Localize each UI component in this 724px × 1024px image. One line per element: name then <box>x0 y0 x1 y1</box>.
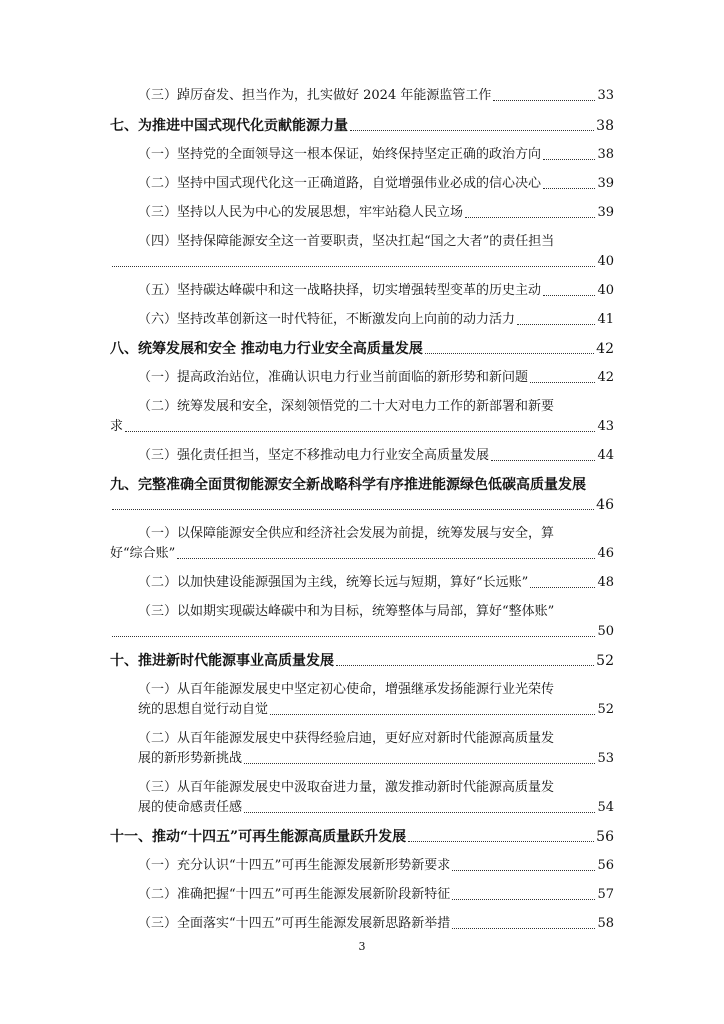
toc-entry-title: （五）坚持碳达峰碳中和这一战略抉择，切实增强转型变革的历史主动 <box>138 283 542 298</box>
toc-entry-title: （三）从百年能源发展史中汲取奋进力量，激发推动新时代能源高质量发 <box>138 780 555 795</box>
toc-entry-page: 39 <box>597 176 614 191</box>
toc-entry-page: 40 <box>597 254 614 269</box>
leader-dots <box>530 587 595 588</box>
leader-dots <box>543 295 595 296</box>
toc-entry[interactable] <box>110 602 614 642</box>
toc-entry[interactable] <box>110 203 614 223</box>
toc-entry-title: 十、推进新时代能源事业高质量发展 <box>110 653 334 669</box>
toc-entry[interactable] <box>110 368 614 388</box>
toc-entry-page: 38 <box>596 118 614 134</box>
toc-entry[interactable] <box>110 339 614 359</box>
leader-dots <box>543 159 595 160</box>
toc-entry[interactable] <box>110 174 614 194</box>
toc-entry-title-cont: 好“综合账” <box>110 546 176 561</box>
toc-entry-page: 58 <box>597 916 614 931</box>
toc-entry-page: 50 <box>597 624 614 639</box>
toc-entry-page: 48 <box>597 575 614 590</box>
toc-entry-page: 54 <box>597 800 614 815</box>
toc-entry-page: 38 <box>597 147 614 162</box>
toc-entry-page: 53 <box>597 751 614 766</box>
leader-dots <box>336 665 594 666</box>
leader-dots <box>452 870 595 871</box>
toc-entry[interactable] <box>110 573 614 593</box>
leader-dots <box>112 636 595 637</box>
toc-entry[interactable] <box>110 885 614 905</box>
leader-dots <box>408 841 594 842</box>
toc-entry-title: 九、完整准确全面贯彻能源安全新战略科学有序推进能源绿色低碳高质量发展 <box>110 477 586 493</box>
toc-entry-title: （四）坚持保障能源安全这一首要职责，坚决扛起“国之大者”的责任担当 <box>138 234 555 249</box>
toc-entry-title-cont: 统的思想自觉行动自觉 <box>138 702 269 717</box>
toc-entry-page: 39 <box>597 205 614 220</box>
table-of-contents <box>110 86 614 934</box>
leader-dots <box>125 431 595 432</box>
toc-entry[interactable] <box>110 397 614 437</box>
toc-entry-page: 52 <box>597 702 614 717</box>
toc-entry-title: 八、统筹发展和安全 推动电力行业安全高质量发展 <box>110 341 423 357</box>
toc-entry-title: （一）提高政治站位，准确认识电力行业当前面临的新形势和新问题 <box>138 370 529 385</box>
toc-entry-title: （二）从百年能源发展史中获得经验启迪，更好应对新时代能源高质量发 <box>138 731 555 746</box>
toc-entry[interactable] <box>110 680 614 720</box>
toc-entry-title: （六）坚持改革创新这一时代特征，不断激发向上向前的动力活力 <box>138 312 516 327</box>
toc-entry-title: 十一、推动“十四五”可再生能源高质量跃升发展 <box>110 829 407 845</box>
leader-dots <box>493 100 595 101</box>
toc-entry-title: （一）从百年能源发展史中坚定初心使命，增强继承发扬能源行业光荣传 <box>138 682 555 697</box>
toc-entry[interactable] <box>110 145 614 165</box>
leader-dots <box>350 130 594 131</box>
toc-entry-title-cont: 展的使命感责任感 <box>138 800 243 815</box>
toc-entry-page: 52 <box>596 653 614 669</box>
toc-entry-page: 41 <box>597 312 614 327</box>
toc-entry[interactable] <box>110 310 614 330</box>
leader-dots <box>425 353 594 354</box>
toc-entry-title-cont: 求 <box>110 419 124 434</box>
toc-entry[interactable] <box>110 651 614 671</box>
toc-entry-title: （一）坚持党的全面领导这一根本保证，始终保持坚定正确的政治方向 <box>138 147 542 162</box>
toc-entry-title: （三）踔厉奋发、担当作为，扎实做好 2024 年能源监管工作 <box>138 88 492 103</box>
leader-dots <box>543 188 595 189</box>
toc-entry-page: 44 <box>597 448 614 463</box>
toc-entry-page: 42 <box>596 341 614 357</box>
toc-entry[interactable] <box>110 86 614 106</box>
toc-entry[interactable] <box>110 446 614 466</box>
toc-entry-title-cont: 展的新形势新挑战 <box>138 751 243 766</box>
leader-dots <box>517 324 595 325</box>
toc-entry-title: （三）强化责任担当，坚定不移推动电力行业安全高质量发展 <box>138 448 490 463</box>
toc-entry-title: （二）坚持中国式现代化这一正确道路，自觉增强伟业必成的信心决心 <box>138 176 542 191</box>
leader-dots <box>244 812 595 813</box>
toc-entry[interactable] <box>110 729 614 769</box>
toc-entry-page: 46 <box>596 497 614 513</box>
toc-entry[interactable] <box>110 778 614 818</box>
toc-entry-title: （一）充分认识“十四五”可再生能源发展新形势新要求 <box>138 858 451 873</box>
toc-entry-page: 46 <box>597 546 614 561</box>
leader-dots <box>530 382 595 383</box>
toc-entry-page: 40 <box>597 283 614 298</box>
leader-dots <box>112 266 595 267</box>
leader-dots <box>465 217 595 218</box>
toc-entry-page: 56 <box>597 858 614 873</box>
toc-entry-title: （二）准确把握“十四五”可再生能源发展新阶段新特征 <box>138 887 451 902</box>
toc-entry[interactable] <box>110 914 614 934</box>
toc-entry-page: 56 <box>596 829 614 845</box>
toc-entry-title: （二）统筹发展和安全，深刻领悟党的二十大对电力工作的新部署和新要 <box>138 399 555 414</box>
toc-entry-page: 42 <box>597 370 614 385</box>
toc-entry-title: （三）全面落实“十四五”可再生能源发展新思路新举措 <box>138 916 451 931</box>
leader-dots <box>177 558 595 559</box>
toc-entry-title: 七、为推进中国式现代化贡献能源力量 <box>110 118 348 134</box>
toc-entry-page: 57 <box>597 887 614 902</box>
toc-entry[interactable] <box>110 475 614 515</box>
toc-entry-title: （三）以如期实现碳达峰碳中和为目标，统筹整体与局部，算好“整体账” <box>138 604 555 619</box>
leader-dots <box>452 899 595 900</box>
toc-entry[interactable] <box>110 232 614 272</box>
toc-entry[interactable] <box>110 827 614 847</box>
toc-entry-title: （三）坚持以人民为中心的发展思想，牢牢站稳人民立场 <box>138 205 464 220</box>
toc-entry-page: 43 <box>597 419 614 434</box>
toc-entry-title: （一）以保障能源安全供应和经济社会发展为前提，统筹发展与安全，算 <box>138 526 555 541</box>
leader-dots <box>452 928 595 929</box>
toc-entry-page: 33 <box>597 88 614 103</box>
leader-dots <box>491 460 595 461</box>
toc-entry-title: （二）以加快建设能源强国为主线，统筹长远与短期，算好“长远账” <box>138 575 529 590</box>
leader-dots <box>112 509 594 510</box>
toc-entry[interactable] <box>110 281 614 301</box>
toc-entry[interactable] <box>110 524 614 564</box>
toc-entry[interactable] <box>110 856 614 876</box>
leader-dots <box>244 763 595 764</box>
page-number: 3 <box>358 940 366 953</box>
toc-entry[interactable] <box>110 116 614 136</box>
leader-dots <box>270 714 595 715</box>
